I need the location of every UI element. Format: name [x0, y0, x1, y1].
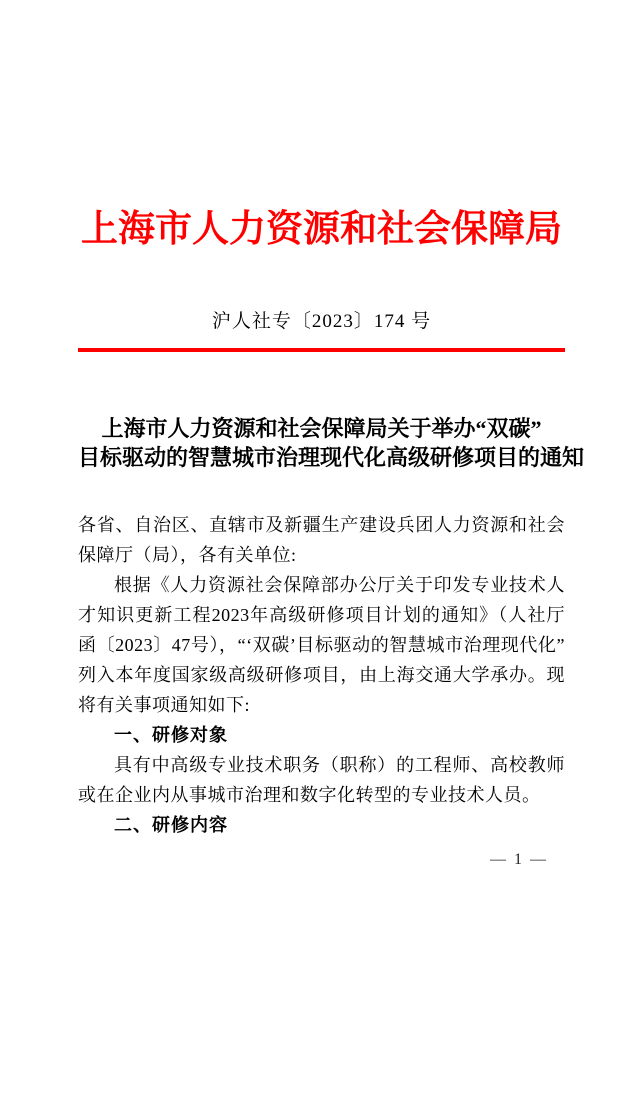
salutation-paragraph: 各省、自治区、直辖市及新疆生产建设兵团人力资源和社会保障厅（局），各有关单位:	[78, 514, 565, 565]
audience-paragraph: 具有中高级专业技术职务（职称）的工程师、高校教师或在企业内从事城市治理和数字化转型的专业技术人员。	[78, 754, 565, 805]
document-title	[78, 414, 585, 472]
page-number: — 1 —	[490, 850, 548, 868]
basis-paragraph: 根据《人力资源社会保障部办公厅关于印发专业技术人才知识更新工程2023年高级研修项目计划的通知》（人社厅函〔2023〕47号），“‘双碳’目标驱动的智慧城市治理现代化”列入本年度国家级高级研修项目，由上海交通大学承办。现将有关事项通知如下:	[78, 574, 565, 715]
section-heading-2: 二、研修内容	[114, 814, 228, 835]
document-body	[78, 510, 565, 840]
agency-masthead-title: 上海市人力资源和社会保障局	[81, 209, 562, 250]
document-title-line2: 目标驱动的智慧城市治理现代化高级研修项目的通知	[78, 444, 585, 470]
document-page	[0, 209, 643, 1120]
document-reference-number: 沪人社专〔2023〕174 号	[211, 310, 432, 332]
section-heading-1: 一、研修对象	[114, 724, 228, 745]
document-title-line1: 上海市人力资源和社会保障局关于举办“双碳”	[101, 415, 542, 441]
red-divider-rule	[78, 348, 565, 352]
